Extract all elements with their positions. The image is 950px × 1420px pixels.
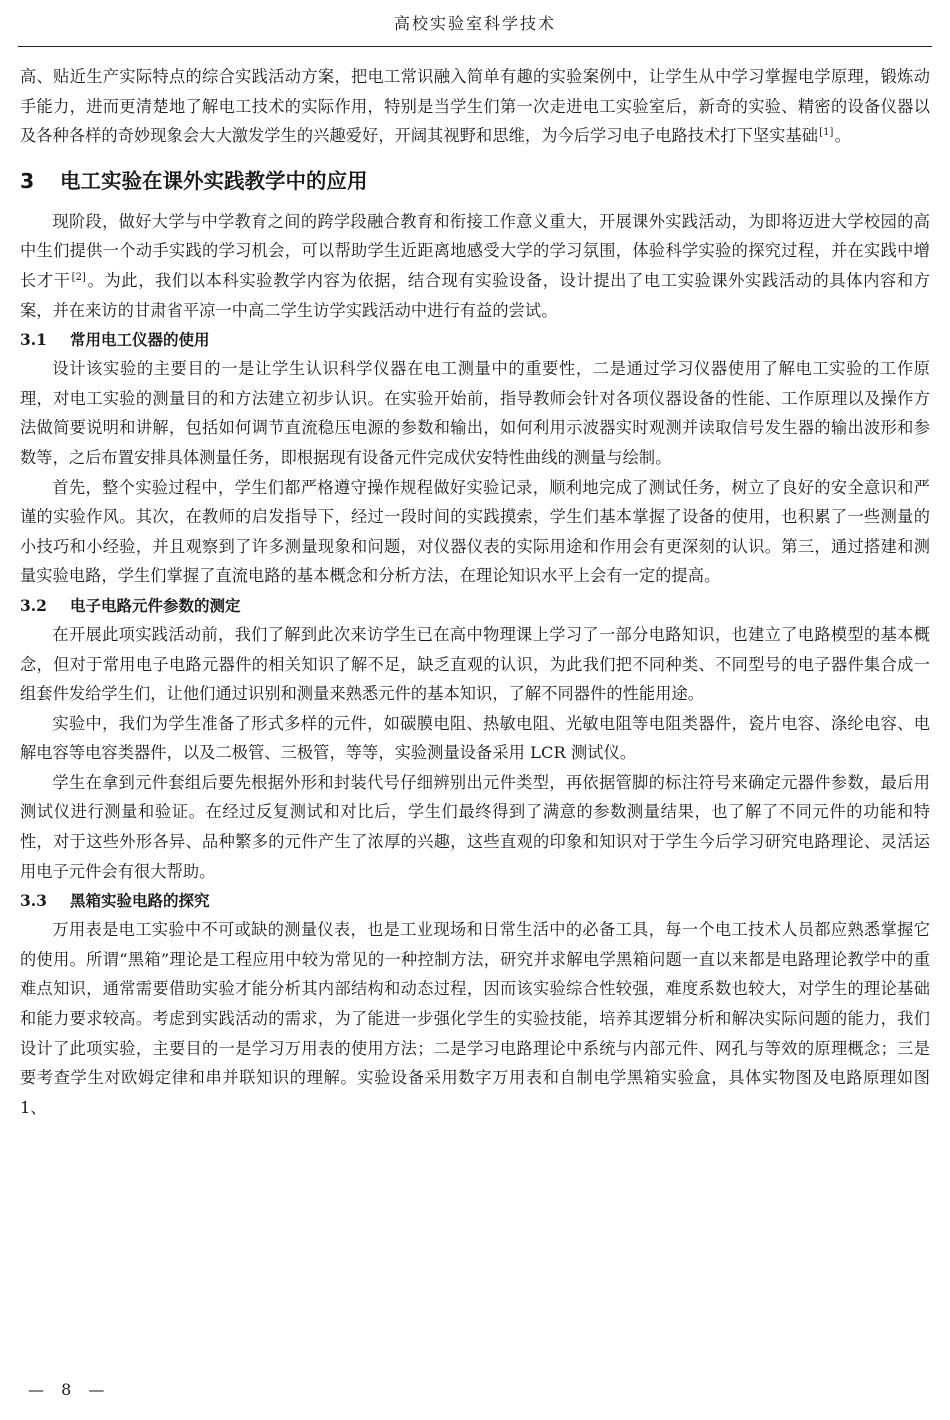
intro-text: 高、贴近生产实际特点的综合实践活动方案，把电工常识融入简单有趣的实验案例中，让学生从中学习掌握电学原理，锻炼动手能力，进而更清楚地了解电工技术的实际作用，特别是当学生们第一次走进电工实验室后，新奇的实验、精密的设备仪器以及各种各样的奇妙现象会大大激发学生的兴趣爱好，开阔其视野和思维，为今后学习电子电路技术打下坚实基础 bbox=[20, 67, 930, 146]
subsection-3-2-paragraph: 学生在拿到元件套组后要先根据外形和封装代号仔细辨别出元件类型，再依据管脚的标注符号来确定元器件参数，最后用测试仪进行测量和验证。在经过反复测试和对比后，学生们最终得到了满意的参数测量结果，也了解了不同元件的功能和特性，对于这些外形各异、品种繁多的元件产生了浓厚的兴趣，这些直观的印象和知识对于学生今后学习研究电路理论、灵活运用电子元件会有很大帮助。 bbox=[20, 772, 930, 881]
subsection-3-2-title: 电子电路元件参数的测定 bbox=[70, 596, 241, 615]
subsection-3-2-number: 3.2 bbox=[20, 595, 47, 615]
subsection-3-1-paragraph: 首先，整个实验过程中，学生们都严格遵守操作规程做好实验记录，顺利地完成了测试任务，树立了良好的安全意识和严谨的实验作风。其次，在教师的启发指导下，经过一段时间的实践摸索，学生们基本掌握了设备的使用，也积累了一些测量的小技巧和小经验，并且观察到了许多测量现象和问题，对仪器仪表的实际用途和作用会有更深刻的认识。第三，通过搭建和测量实验电路，学生们掌握了直流电路的基本概念和分析方法，在理论知识水平上会有一定的提高。 bbox=[20, 477, 930, 586]
section-3-text-a: 现阶段，做好大学与中学教育之间的跨学段融合教育和衔接工作意义重大，开展课外实践活动，为即将迈进大学校园的高中生们提供一个动手实践的学习机会，可以帮助学生近距离地感受大学的学习氛围，体验科学实验的探究过程，并在实践中增长才干 bbox=[20, 211, 930, 290]
page-number: — 8 — bbox=[28, 1380, 111, 1399]
section-3-number: 3 bbox=[20, 168, 35, 193]
subsection-3-1-number: 3.1 bbox=[20, 330, 47, 350]
section-3-heading bbox=[20, 165, 930, 197]
intro-paragraph bbox=[20, 62, 930, 151]
citation-1[interactable]: [1] bbox=[819, 127, 834, 139]
subsection-3-2-heading bbox=[20, 592, 930, 620]
section-3-paragraph bbox=[20, 207, 930, 325]
subsection-3-2-paragraph: 在开展此项实践活动前，我们了解到此次来访学生已在高中物理课上学习了一部分电路知识，也建立了电路模型的基本概念，但对于常用电子电路元器件的相关知识了解不足，缺乏直观的认识，为此我们把不同种类、不同型号的电子器件集合成一组套件发给学生们，让他们通过识别和测量来熟悉元件的基本知识，了解不同器件的性能用途。 bbox=[20, 624, 930, 704]
section-3-text-b: 。为此，我们以本科实验教学内容为依据，结合现有实验设备，设计提出了电工实验课外实践活动的具体内容和方案，并在来访的甘肃省平凉一中高二学生访学实践活动中进行有益的尝试。 bbox=[20, 270, 930, 320]
subsection-3-1-heading bbox=[20, 326, 930, 354]
subsection-3-3-title: 黑箱实验电路的探究 bbox=[70, 892, 210, 911]
subsection-3-1-title: 常用电工仪器的使用 bbox=[70, 331, 210, 350]
subsection-3-3-number: 3.3 bbox=[20, 891, 47, 911]
subsection-3-3-heading bbox=[20, 887, 930, 915]
running-header: 高校实验室科学技术 bbox=[18, 0, 932, 47]
article-body bbox=[20, 62, 930, 1122]
section-3-title: 电工实验在课外实践教学中的应用 bbox=[60, 168, 368, 193]
subsection-3-1-paragraph: 设计该实验的主要目的一是让学生认识科学仪器在电工测量中的重要性，二是通过学习仪器使用了解电工实验的工作原理，对电工实验的测量目的和方法建立初步认识。在实验开始前，指导教师会针对各项仪器设备的性能、工作原理以及操作方法做简要说明和讲解，包括如何调节直流稳压电源的参数和输出，如何利用示波器实时观测并读取信号发生器的输出波形和参数等，之后布置安排具体测量任务，即根据现有设备元件完成伏安特性曲线的测量与绘制。 bbox=[20, 359, 930, 467]
citation-2[interactable]: [2] bbox=[71, 271, 87, 283]
intro-tail: 。 bbox=[834, 126, 851, 146]
subsection-3-3-paragraph: 万用表是电工实验中不可或缺的测量仪表，也是工业现场和日常生活中的必备工具，每一个电工技术人员都应熟悉掌握它的使用。所谓“黑箱”理论是工程应用中较为常见的一种控制方法，研究并求解电学黑箱问题一直以来都是电路理论教学中的重难点知识，通常需要借助实验才能分析其内部结构和动态过程，因而该实验综合性较强，难度系数也较大，对学生的理论基础和能力要求较高。考虑到实践活动的需求，为了能进一步强化学生的实验技能，培养其逻辑分析和解决实际问题的能力，我们设计了此项实验，主要目的一是学习万用表的使用方法；二是学习电路理论中系统与内部元件、网孔与等效的原理概念；三是要考查学生对欧姆定律和串并联知识的理解。实验设备采用数字万用表和自制电学黑箱实验盒，具体实物图及电路原理如图 1、 bbox=[20, 920, 930, 1117]
subsection-3-2-paragraph: 实验中，我们为学生准备了形式多样的元件，如碳膜电阻、热敏电阻、光敏电阻等电阻类器件，瓷片电容、涤纶电容、电解电容等电容类器件，以及二极管、三极管，等等，实验测量设备采用 LCR 测试仪。 bbox=[20, 713, 930, 763]
